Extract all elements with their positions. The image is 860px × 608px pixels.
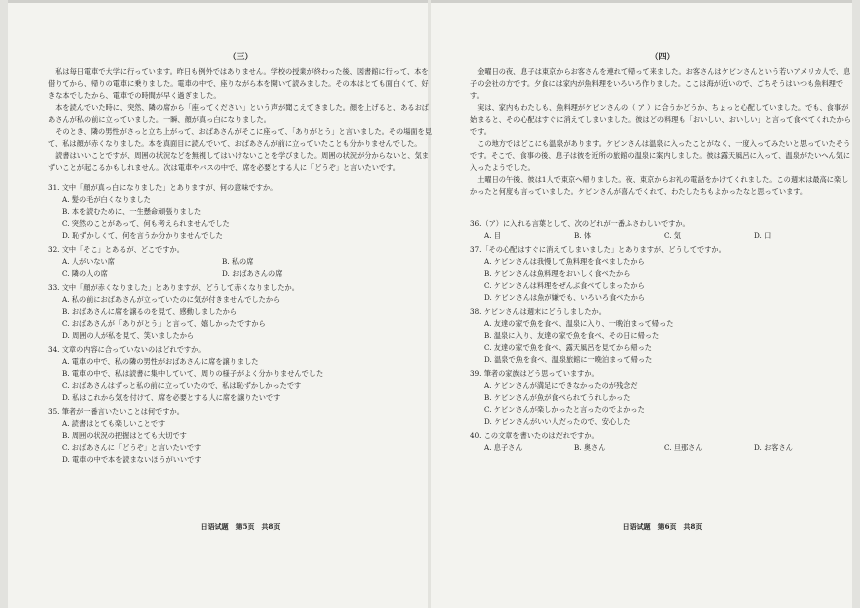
options-row <box>470 442 855 454</box>
passage-paragraph: 金曜日の夜、息子は東京からお客さんを連れて帰って来ました。お客さんはケビンさんという若いアメリカ人で、息子の会社の方です。夕食には家内が魚料理をいろいろ作りました。ここは海が近いので、ごちそうはいつも魚料理です。 <box>470 67 851 100</box>
option: D. 私はこれから気を付けて、席を必要とする人に席を譲りたいです <box>62 393 281 402</box>
option: C. おばあさんに「どうぞ」と言いたいです <box>62 443 202 452</box>
option: D. 恥ずかしくて、何を言うか分かりませんでした <box>62 231 223 240</box>
page-footer-right: 日语试题 第6页 共8页 <box>622 522 703 531</box>
option: C. 旦那さん <box>664 443 703 452</box>
option: C. ケビンさんが楽しかったと言ったのでよかった <box>484 405 645 414</box>
question-33: 33. 文中「顔が赤くなりました」とありますが、どうして赤くなりましたか。 <box>48 283 299 292</box>
section-heading-4: （四） <box>650 51 675 61</box>
option: B. ケビンさんは魚料理をおいしく食べたから <box>484 269 631 278</box>
question-32: 32. 文中「そこ」とあるが、どこですか。 <box>48 245 184 254</box>
passage-paragraph: この地方ではどこにも温泉があります。ケビンさんは温泉に入ったことがなく、一度入ってみたいと思っていたそうです。そこで、食事の後、息子は彼を近所の旅館の温泉に案内しました。彼は露天風呂に入って、温泉がたいへん気に入ったようでした。 <box>470 139 851 172</box>
page-5 <box>48 50 433 466</box>
option: C. おばあさんが「ありがとう」と言って、嬉しかったですから <box>62 319 266 328</box>
passage-paragraph: 私は毎日電車で大学に行っています。昨日も例外ではありません。学校の授業が終わった後、図書館に行って、本を借りてから、帰りの電車に乗りました。電車の中で、座りながら本を開いて読みました。その本はとても面白くて、好きな本でしたから、電車での時間が早く過ぎました。 <box>48 67 429 100</box>
page-edge-left <box>0 0 8 608</box>
option: D. おばあさんの席 <box>222 269 283 278</box>
option: B. 周囲の状況の把握はとても大切です <box>62 431 187 440</box>
option: A. 目 <box>484 231 501 240</box>
option: C. 友達の家で魚を食べ、露天風呂を見てから帰った <box>484 343 652 352</box>
page-6 <box>470 50 855 454</box>
option: B. おばあさんに席を譲るのを見て、感動しましたから <box>62 307 238 316</box>
section-heading-3: （三） <box>228 51 253 61</box>
options-grid <box>48 256 433 280</box>
page-footer-left: 日语试题 第5页 共8页 <box>200 522 281 531</box>
option: A. ケビンさんが満足にできなかったのが残念だ <box>484 381 638 390</box>
option: D. ケビンさんは魚が嫌でも、いろいろ食べたから <box>484 293 646 302</box>
option: D. 口 <box>754 231 772 240</box>
passage-paragraph: そのとき、隣の男性がさっと立ち上がって、おばあさんがそこに座って、「ありがとう」と言いました。その場面を見て、私は顔が赤くなりました。本を真面目に読んでいて、おばあさんが前に立っていたことも分かりませんでした。 <box>48 127 432 148</box>
option: C. 突然のことがあって、何も考えられませんでした <box>62 219 230 228</box>
option: A. 髪の毛が白くなりました <box>62 195 151 204</box>
option: D. 温泉で魚を食べ、温泉旅館に一晩泊まって帰った <box>484 355 653 364</box>
option: C. 隣の人の席 <box>62 269 108 278</box>
option: D. ケビンさんがいい人だったので、安心した <box>484 417 631 426</box>
passage-paragraph: 本を読んでいた時に、突然、隣の席から「座ってください」という声が聞こえてきました。顔を上げると、あるおばあさんが私の前に立っていました。一瞬、顔が真っ白になりました。 <box>48 103 429 124</box>
option: D. お客さん <box>754 443 793 452</box>
option: A. 電車の中で、私の隣の男性がおばあさんに席を譲りました <box>62 357 259 366</box>
question-31: 31. 文中「顔が真っ白になりました」とありますが、何の意味ですか。 <box>48 183 278 192</box>
option: A. ケビンさんは我慢して魚料理を食べましたから <box>484 257 645 266</box>
question-38: 38. ケビンさんは週末にどうしましたか。 <box>470 307 606 316</box>
option: C. 気 <box>664 231 681 240</box>
option: A. 友達の家で魚を食べ、温泉に入り、一晩泊まって帰った <box>484 319 674 328</box>
question-35: 35. 筆者が一番言いたいことは何ですか。 <box>48 407 184 416</box>
option: B. 奥さん <box>574 443 606 452</box>
passage-paragraph: 土曜日の午後、彼は1人で東京へ帰りました。夜、東京からお礼の電話をかけてくれました。この週末は最高に楽しかったと何度も言っていました。ケビンさんが喜んでくれて、わたしたちもよかったなと思っています。 <box>470 175 849 196</box>
option: C. ケビンさんは料理をぜんぶ食べてしまったから <box>484 281 645 290</box>
option: D. 電車の中で本を読まないほうがいいです <box>62 455 202 464</box>
option: B. 本を読むために、一生懸命頑張りました <box>62 207 202 216</box>
option: B. ケビンさんが魚が食べられてうれしかった <box>484 393 631 402</box>
passage-paragraph: 実は、家内もわたしも、魚料理がケビンさんの（ ア ）に合うかどうか、ちょっと心配していました。でも、食事が始まると、その心配はすぐに消えてしまいました。彼はどの料理も「おいしい、おいしい」と言って食べてくれたからです。 <box>470 103 851 136</box>
question-36: 36.（ア）に入れる言葉として、次のどれが一番ふさわしいですか。 <box>470 219 690 228</box>
option: B. 体 <box>574 231 592 240</box>
passage-paragraph: 読書はいいことですが、周囲の状況などを無視してはいけないことを学びました。周囲の状況が分からないと、気まずいことが起こるかもしれません。次は電車やバスの中で、席を必要とする人に「どうぞ」と言いたいです。 <box>48 151 429 172</box>
option: A. 息子さん <box>484 443 523 452</box>
question-39: 39. 筆者の家族はどう思っていますか。 <box>470 369 599 378</box>
option: D. 周囲の人が私を見て、笑いましたから <box>62 331 195 340</box>
option: C. おばあさんはずっと私の前に立っていたので、私は恥ずかしかったです <box>62 381 302 390</box>
option: B. 私の席 <box>222 257 254 266</box>
question-34: 34. 文章の内容に合っていないのはどれですか。 <box>48 345 206 354</box>
question-37: 37.「その心配はすぐに消えてしまいました」とありますが、どうしてですか。 <box>470 245 726 254</box>
option: B. 温泉に入り、友達の家で魚を食べ、その日に帰った <box>484 331 660 340</box>
option: A. 読書はとても楽しいことです <box>62 419 166 428</box>
option: A. 人がいない席 <box>62 257 115 266</box>
option: B. 電車の中で、私は読書に集中していて、周りの様子がよく分かりませんでした <box>62 369 324 378</box>
option: A. 私の前におばあさんが立っていたのに気が付きませんでしたから <box>62 295 281 304</box>
question-40: 40. この文章を書いたのはだれですか。 <box>470 431 599 440</box>
options-row <box>470 230 855 242</box>
